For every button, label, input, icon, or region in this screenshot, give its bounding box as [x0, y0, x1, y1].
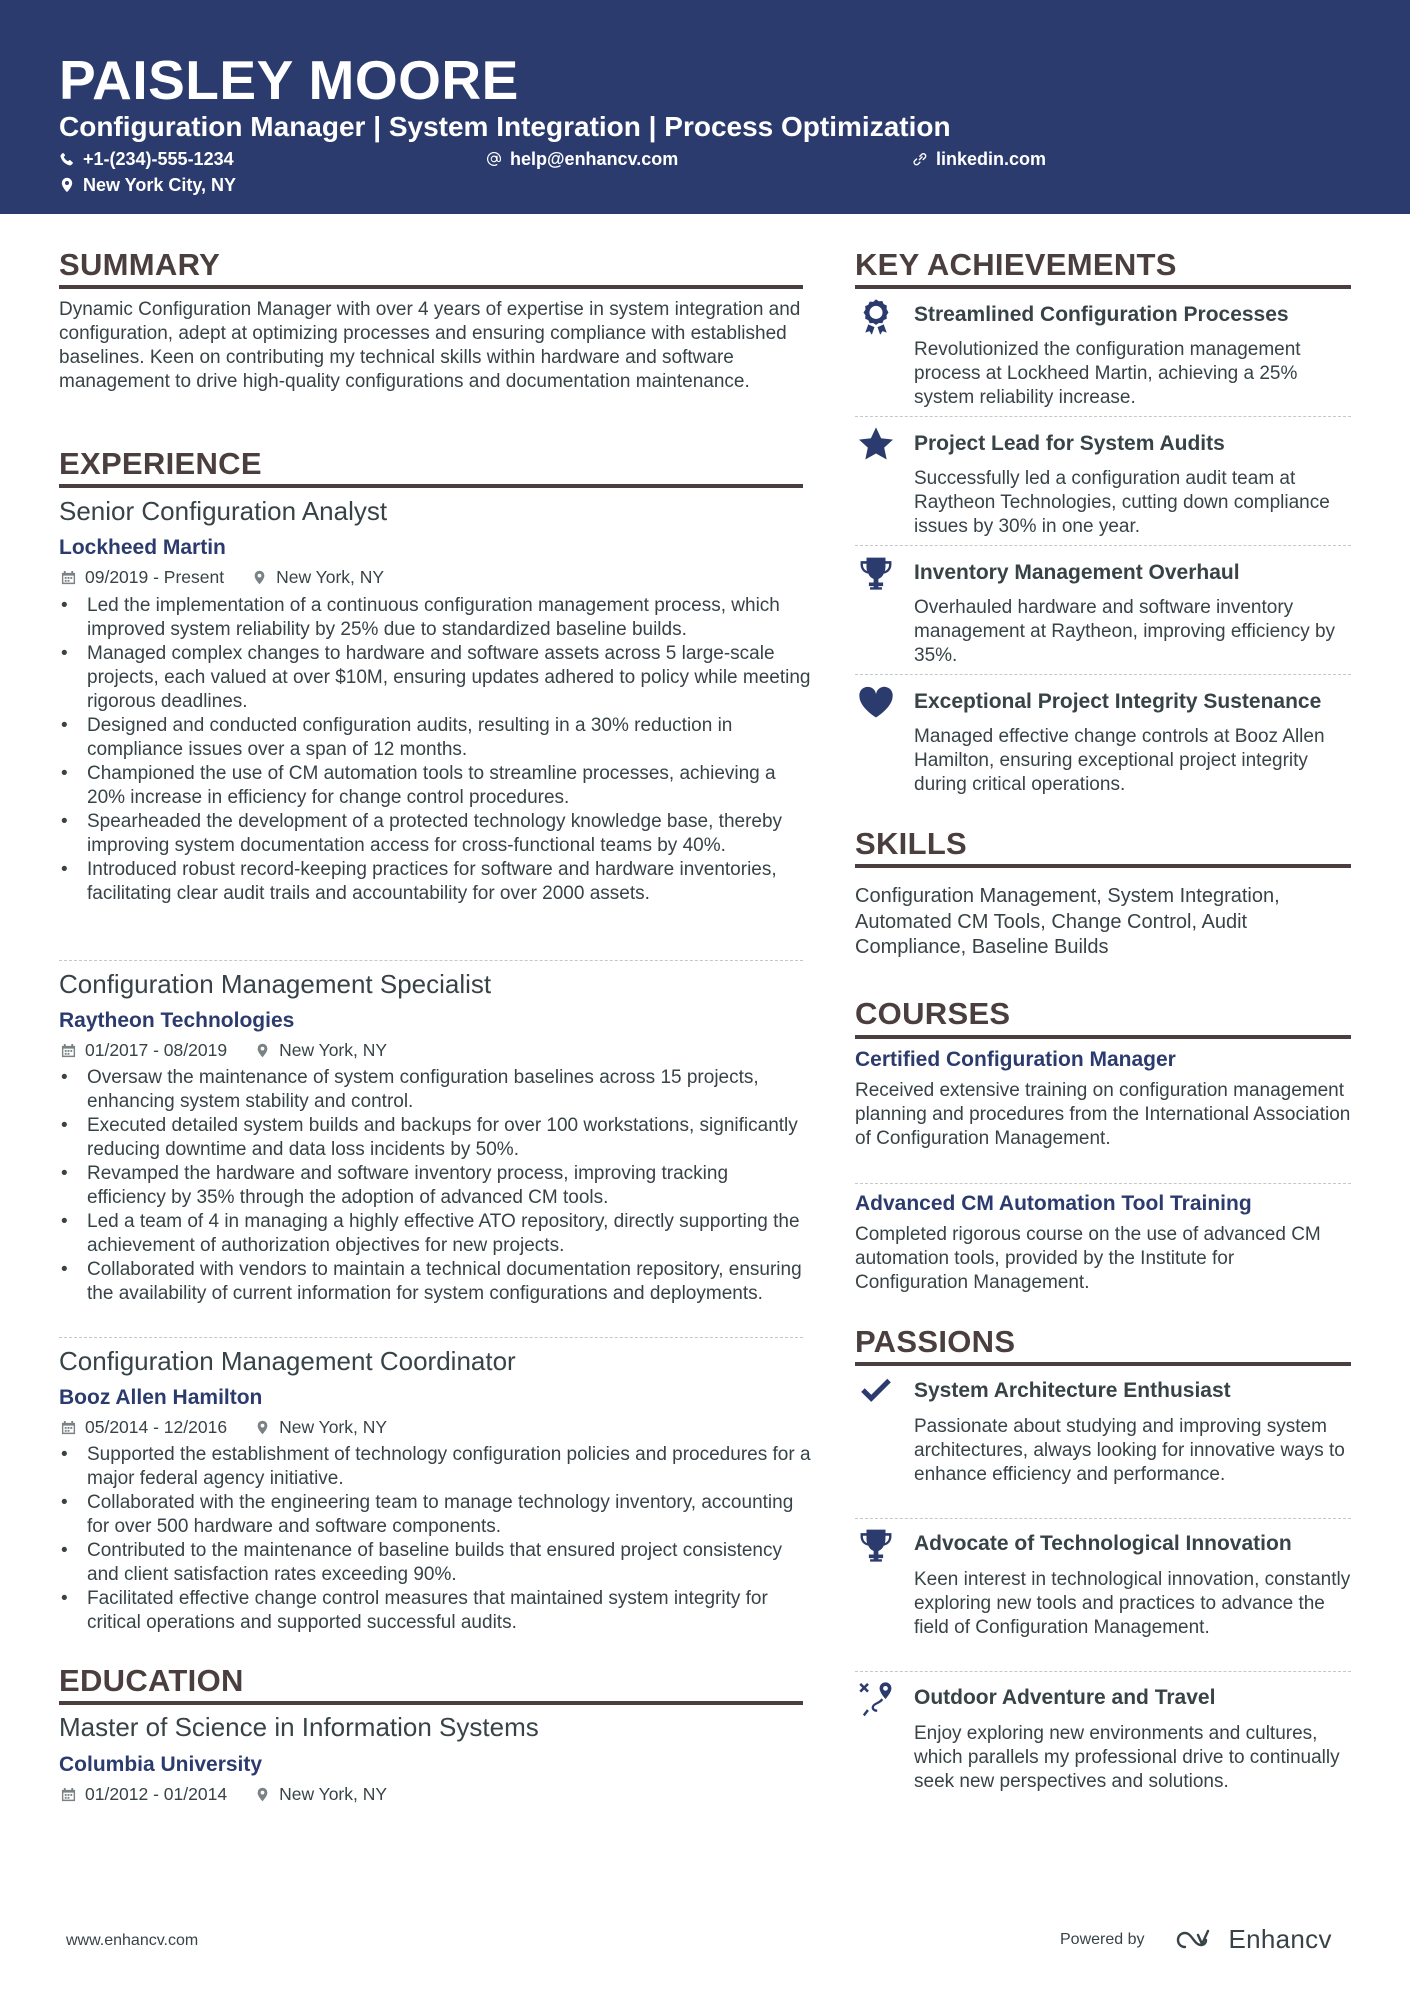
passions-title: PASSIONS [855, 1324, 1016, 1359]
job-divider [59, 1337, 803, 1338]
job-location [255, 1416, 387, 1438]
achievements-title: KEY ACHIEVEMENTS [855, 247, 1177, 282]
at-icon [486, 151, 502, 167]
achievement-title: Streamlined Configuration Processes [914, 303, 1289, 326]
summary-text: Dynamic Configuration Manager with over 4 years of expertise in system integration and configuration, adept at optimizing processes and ensuring compliance with established baselines. Keen on contributing my technical skills within hardware and software management to drive high-quality configurations and documentation maintenance. [59, 299, 801, 392]
list-item: • Executed detailed system builds and backups for over 100 workstations, significantly reducing downtime and data loss incidents by 50%. [59, 1114, 811, 1162]
achievement-desc: Managed effective change controls at Booz Allen Hamilton, ensuring exceptional project integrity during critical operations. [914, 726, 1325, 795]
calendar-icon [61, 1043, 76, 1058]
skills-text: Configuration Management, System Integration, Automated CM Tools, Change Control, Audit Compliance, Baseline Builds [855, 885, 1280, 958]
passion-title: Advocate of Technological Innovation [914, 1532, 1292, 1555]
contact-phone[interactable] [59, 148, 234, 170]
list-item: • Collaborated with vendors to maintain a technical documentation repository, ensuring the availability of current information for system configurations and deployments. [59, 1258, 811, 1306]
education-dates: 01/2012 - 01/2014 [85, 1784, 228, 1804]
contact-email[interactable] [486, 148, 678, 170]
list-item: • Spearheaded the development of a protected technology knowledge base, thereby improving system documentation access for cross-functional teams by 40%. [59, 810, 811, 858]
calendar-icon [61, 1420, 76, 1435]
job-bullets [59, 1066, 811, 1306]
experience-rule [59, 484, 803, 488]
education-meta [61, 1783, 387, 1805]
linkedin-text: linkedin.com [936, 149, 1047, 169]
location-pin-icon [255, 1420, 270, 1435]
passion-desc: Passionate about studying and improving system architectures, always looking for innovative ways to enhance efficiency and performance. [914, 1416, 1345, 1485]
education-title: EDUCATION [59, 1663, 244, 1698]
list-item: • Contributed to the maintenance of baseline builds that ensured project consistency and client satisfaction rates exceeding 90%. [59, 1539, 811, 1587]
achievement-title: Project Lead for System Audits [914, 432, 1225, 455]
phone-text: +1-(234)-555-1234 [83, 149, 234, 169]
job-role: Configuration Management Specialist [59, 969, 492, 999]
location-text: New York City, NY [83, 175, 237, 195]
course-divider [855, 1183, 1351, 1184]
route-icon [857, 1680, 895, 1718]
passion-title: Outdoor Adventure and Travel [914, 1686, 1216, 1709]
experience-title: EXPERIENCE [59, 446, 262, 481]
job-role: Configuration Management Coordinator [59, 1346, 516, 1376]
job-location [252, 566, 384, 588]
passions-rule [855, 1362, 1351, 1366]
passion-divider [855, 1671, 1351, 1672]
courses-rule [855, 1035, 1351, 1039]
powered-by-text: Powered by [1060, 1930, 1145, 1948]
list-item: • Led the implementation of a continuous configuration management process, which improved system reliability by 25% due to standardized baseline builds. [59, 594, 811, 642]
job-bullets [59, 594, 811, 906]
award-ribbon-icon [857, 297, 895, 335]
list-item: • Managed complex changes to hardware and software assets across 5 large-scale projects, each valued at over $10M, ensuring updates adhered to policy while meeting rigorous deadlines. [59, 642, 811, 714]
contact-location [59, 174, 236, 196]
job-location-text: New York, NY [276, 567, 385, 587]
skills-rule [855, 864, 1351, 868]
achievement-title: Inventory Management Overhaul [914, 561, 1240, 584]
location-pin-icon [252, 570, 267, 585]
job-company: Raytheon Technologies [59, 1009, 295, 1032]
job-company: Booz Allen Hamilton [59, 1386, 263, 1409]
trophy-icon [857, 554, 895, 592]
course-desc: Received extensive training on configuration management planning and procedures from the International Association of Configuration Management. [855, 1080, 1351, 1149]
list-item: • Supported the establishment of technology configuration policies and procedures for a major federal agency initiative. [59, 1443, 811, 1491]
checkmark-icon [857, 1374, 895, 1412]
courses-title: COURSES [855, 996, 1011, 1031]
job-divider [59, 960, 803, 961]
list-item: • Revamped the hardware and software inventory process, improving tracking efficiency by 35% through the adoption of advanced CM tools. [59, 1162, 811, 1210]
course-title: Certified Configuration Manager [855, 1048, 1176, 1071]
list-item: • Facilitated effective change control measures that maintained system integrity for critical operations and supported successful audits. [59, 1587, 811, 1635]
job-company: Lockheed Martin [59, 536, 226, 559]
achievement-divider [855, 674, 1351, 675]
email-text: help@enhancv.com [510, 149, 679, 169]
list-item: • Introduced robust record-keeping practices for software and hardware inventories, facilitating clear audit trails and accountability for over 2000 assets. [59, 858, 811, 906]
skills-title: SKILLS [855, 826, 968, 861]
resume-header [0, 0, 1410, 214]
summary-rule [59, 285, 803, 289]
candidate-subtitle: Configuration Manager | System Integration | Process Optimization [59, 111, 951, 142]
job-role: Senior Configuration Analyst [59, 496, 388, 526]
list-item: • Led a team of 4 in managing a highly effective ATO repository, directly supporting the achievement of authorization objectives for new projects. [59, 1210, 811, 1258]
passion-divider [855, 1518, 1351, 1519]
course-desc: Completed rigorous course on the use of advanced CM automation tools, provided by the Institute for Configuration Management. [855, 1224, 1321, 1293]
job-location-text: New York, NY [279, 1040, 388, 1060]
course-title: Advanced CM Automation Tool Training [855, 1192, 1252, 1215]
achievement-divider [855, 416, 1351, 417]
achievement-desc: Successfully led a configuration audit team at Raytheon Technologies, cutting down compliance issues by 30% in one year. [914, 468, 1330, 537]
passion-desc: Keen interest in technological innovation, constantly exploring new tools and practices to advance the field of Configuration Management. [914, 1569, 1351, 1638]
list-item: • Designed and conducted configuration audits, resulting in a 30% reduction in compliance issues over a span of 12 months. [59, 714, 811, 762]
achievement-title: Exceptional Project Integrity Sustenance [914, 690, 1322, 713]
location-pin-icon [255, 1787, 270, 1802]
job-location [255, 1039, 387, 1061]
heart-icon [857, 683, 895, 721]
list-item: • Collaborated with the engineering team to manage technology inventory, accounting for over 500 hardware and software components. [59, 1491, 811, 1539]
contact-linkedin[interactable] [912, 148, 1046, 170]
job-meta [61, 1416, 387, 1438]
achievement-desc: Overhauled hardware and software inventory management at Raytheon, improving efficiency by 35%. [914, 597, 1336, 666]
list-item: • Championed the use of CM automation tools to streamline processes, achieving a 20% increase in efficiency for change control procedures. [59, 762, 811, 810]
education-degree: Master of Science in Information Systems [59, 1712, 539, 1742]
location-pin-icon [255, 1043, 270, 1058]
achievements-rule [855, 285, 1351, 289]
calendar-icon [61, 570, 76, 585]
trophy-icon [857, 1526, 895, 1564]
education-rule [59, 1701, 803, 1705]
job-location-text: New York, NY [279, 1417, 388, 1437]
job-dates: 05/2014 - 12/2016 [85, 1417, 228, 1437]
passion-title: System Architecture Enthusiast [914, 1379, 1231, 1402]
job-dates: 01/2017 - 08/2019 [85, 1040, 228, 1060]
location-pin-icon [59, 177, 75, 193]
job-meta [61, 1039, 387, 1061]
passion-desc: Enjoy exploring new environments and cultures, which parallels my professional drive to continually seek new perspectives and solutions. [914, 1723, 1340, 1792]
list-item: • Oversaw the maintenance of system configuration baselines across 15 projects, enhancing system stability and control. [59, 1066, 811, 1114]
candidate-name: PAISLEY MOORE [59, 49, 519, 111]
education-location [255, 1783, 387, 1805]
enhancv-logo-icon [1171, 1927, 1221, 1953]
job-bullets [59, 1443, 811, 1635]
achievement-desc: Revolutionized the configuration management process at Lockheed Martin, achieving a 25% system reliability increase. [914, 339, 1301, 408]
star-icon [857, 425, 895, 463]
phone-icon [59, 151, 75, 167]
calendar-icon [61, 1787, 76, 1802]
footer-powered-by[interactable] [1060, 1924, 1332, 1955]
job-dates: 09/2019 - Present [85, 567, 225, 587]
enhancv-brand: Enhancv [1228, 1924, 1332, 1954]
link-icon [912, 151, 928, 167]
footer-website[interactable]: www.enhancv.com [66, 1932, 199, 1949]
job-meta [61, 566, 384, 588]
achievement-divider [855, 545, 1351, 546]
education-school: Columbia University [59, 1753, 263, 1776]
education-location-text: New York, NY [279, 1784, 388, 1804]
summary-title: SUMMARY [59, 247, 221, 282]
